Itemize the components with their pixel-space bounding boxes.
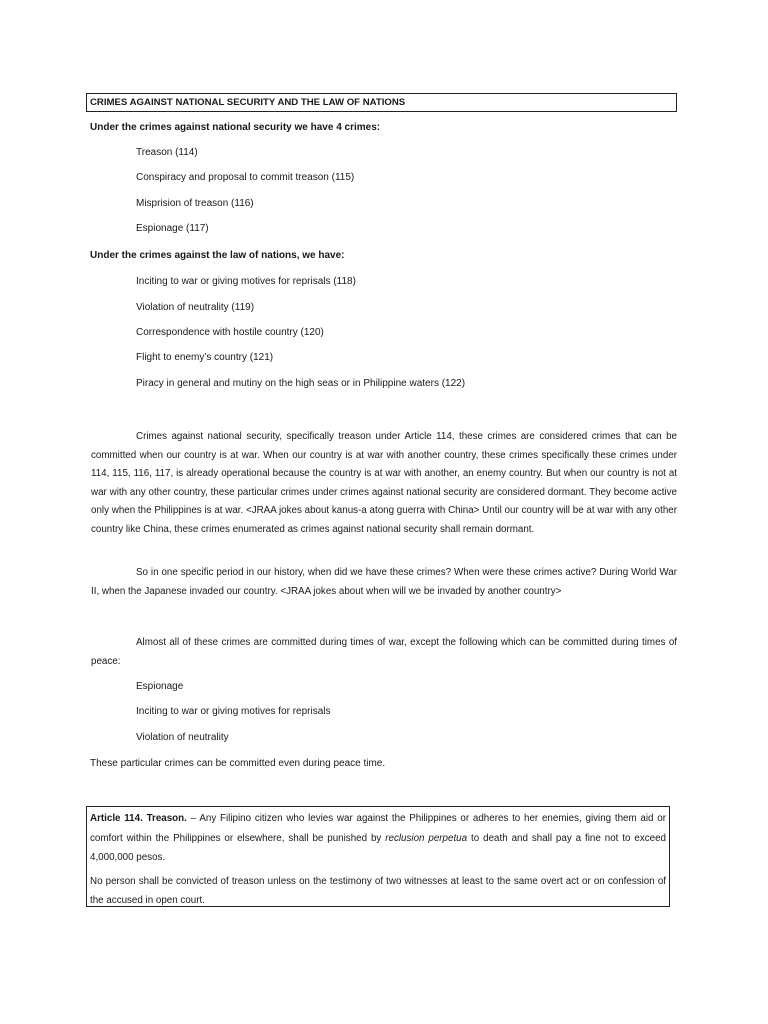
list-item: Correspondence with hostile country (120) (136, 327, 324, 338)
list-item: Inciting to war or giving motives for reprisals (118) (136, 276, 356, 287)
article-paragraph (90, 809, 666, 868)
paragraph-history (91, 564, 677, 601)
section1-heading: Under the crimes against national security we have 4 crimes: (90, 122, 381, 133)
section2-heading: Under the crimes against the law of nations, we have: (90, 250, 345, 261)
list-item: Espionage (136, 681, 184, 692)
list-item: Piracy in general and mutiny on the high seas or in Philippine waters (122) (136, 378, 466, 389)
document-title: CRIMES AGAINST NATIONAL SECURITY AND THE LAW OF NATIONS (86, 93, 677, 112)
list-item: Espionage (117) (136, 223, 209, 234)
article-penalty: reclusion perpetua (385, 832, 468, 844)
paragraph-text: Almost all of these crimes are committed during times of war, except the following which can be committed during times of peace: (91, 637, 677, 667)
paragraph-peace-exceptions (91, 634, 677, 671)
list-item: Conspiracy and proposal to commit treason (115) (136, 172, 355, 183)
list-item: Flight to enemy’s country (121) (136, 352, 274, 363)
article-114-box (86, 806, 670, 907)
list-item: Misprision of treason (116) (136, 198, 254, 209)
list-item: Treason (114) (136, 147, 198, 158)
list-item: Violation of neutrality (136, 732, 229, 743)
paragraph-text: Crimes against national security, specifically treason under Article 114, these crimes are considered crimes that can be committed when our country is at war. When our country is at war with another country, these crimes specifically these crimes under 114, 115, 116, 117, is already operational because the country is at war with another, an enemy country. But when our country is not at war with any other country, these particular crimes under crimes against national security are considered dormant. They become active only when the Philippines is at war. <JRAA jokes about kanus-a atong guerra with China> Until our country will be at war with any other country like China, these crimes enumerated as crimes against national security shall remain dormant. (91, 431, 677, 535)
paragraph-text: So in one specific period in our history, when did we have these crimes? When were these crimes active? During World War II, when the Japanese invaded our country. <JRAA jokes about when will we be invaded by another country> (91, 567, 677, 597)
paragraph-national-security (91, 428, 677, 540)
article-label: Article 114. Treason. (90, 813, 187, 824)
article-dash: – (186, 813, 200, 824)
list-item: Inciting to war or giving motives for reprisals (136, 706, 331, 717)
article-paragraph-2: No person shall be convicted of treason unless on the testimony of two witnesses at least to the same overt act or on confession of the accused in open court. (90, 875, 666, 906)
article-text: to death and shall pay a fine not to exceed 4,000,000 pesos. (90, 832, 666, 863)
article-text: Any Filipino citizen who levies war against the Philippines or adheres to her enemies, giving them aid or comfort within the Philippines or elsewhere, shall be punished by (90, 813, 666, 844)
peace-note: These particular crimes can be committed even during peace time. (90, 758, 386, 769)
list-item: Violation of neutrality (119) (136, 302, 255, 313)
